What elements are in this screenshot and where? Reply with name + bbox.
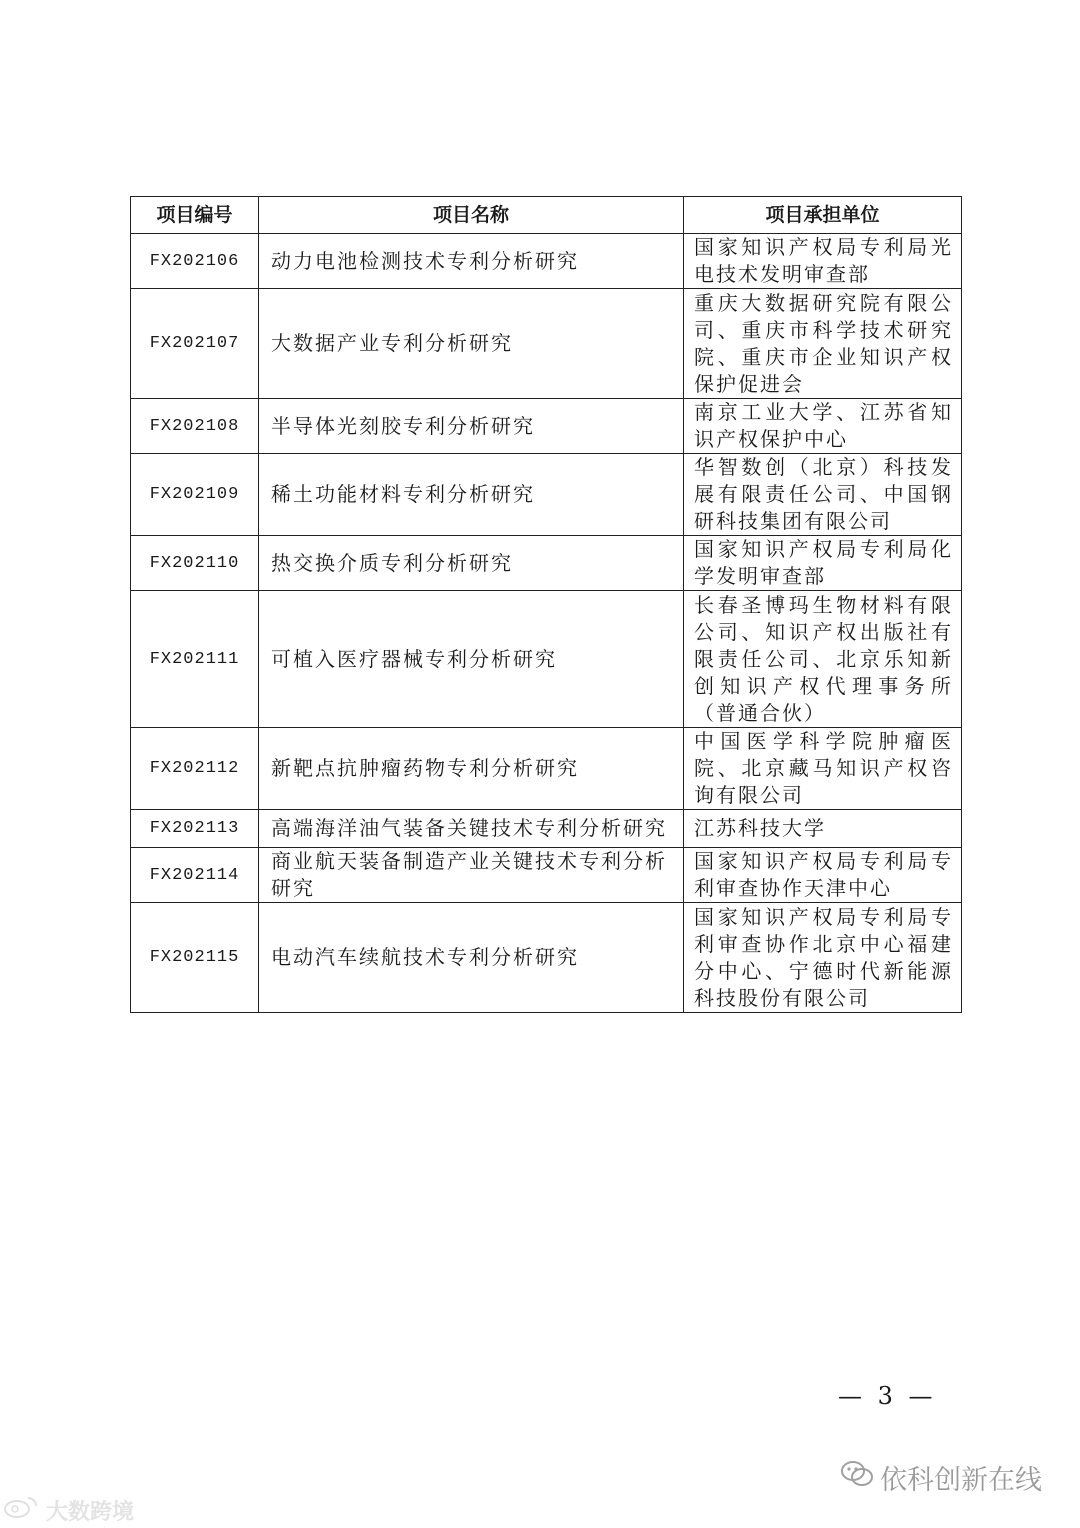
project-code: FX202108 [131, 399, 259, 454]
project-name: 动力电池检测技术专利分析研究 [259, 234, 684, 289]
table-row [131, 234, 962, 289]
project-unit: 国家知识产权局专利局专利审查协作天津中心 [684, 848, 962, 903]
project-name: 电动汽车续航技术专利分析研究 [259, 903, 684, 1013]
weibo-icon [2, 1494, 42, 1526]
watermark-weibo [2, 1494, 134, 1526]
header-name: 项目名称 [259, 197, 684, 234]
project-unit: 国家知识产权局专利局专利审查协作北京中心福建分中心、宁德时代新能源科技股份有限公司 [684, 903, 962, 1013]
project-name: 热交换介质专利分析研究 [259, 536, 684, 591]
table-row [131, 591, 962, 728]
project-unit: 重庆大数据研究院有限公司、重庆市科学技术研究院、重庆市企业知识产权保护促进会 [684, 289, 962, 399]
table-row [131, 810, 962, 848]
project-code: FX202111 [131, 591, 259, 728]
project-code: FX202106 [131, 234, 259, 289]
watermark-wechat [840, 1458, 1042, 1497]
project-code: FX202110 [131, 536, 259, 591]
watermark-left-text: 大数跨境 [46, 1499, 135, 1525]
project-code: FX202114 [131, 848, 259, 903]
project-table [130, 196, 962, 1013]
project-name: 可植入医疗器械专利分析研究 [259, 591, 684, 728]
table-row [131, 536, 962, 591]
project-unit: 江苏科技大学 [684, 810, 962, 848]
table-row [131, 289, 962, 399]
project-name: 商业航天装备制造产业关键技术专利分析研究 [259, 848, 684, 903]
project-code: FX202109 [131, 454, 259, 536]
project-name: 稀土功能材料专利分析研究 [259, 454, 684, 536]
project-name: 高端海洋油气装备关键技术专利分析研究 [259, 810, 684, 848]
table-row [131, 399, 962, 454]
table-row [131, 728, 962, 810]
project-code: FX202115 [131, 903, 259, 1013]
table-row [131, 848, 962, 903]
table-row [131, 903, 962, 1013]
project-code: FX202113 [131, 810, 259, 848]
project-code: FX202107 [131, 289, 259, 399]
header-unit: 项目承担单位 [684, 197, 962, 234]
table-header-row [131, 197, 962, 234]
project-unit: 华智数创（北京）科技发展有限责任公司、中国钢研科技集团有限公司 [684, 454, 962, 536]
project-code: FX202112 [131, 728, 259, 810]
header-code: 项目编号 [131, 197, 259, 234]
project-unit: 国家知识产权局专利局化学发明审查部 [684, 536, 962, 591]
project-name: 大数据产业专利分析研究 [259, 289, 684, 399]
watermark-right-text: 依科创新在线 [880, 1465, 1042, 1496]
page-number: — 3 — [838, 1382, 937, 1410]
table-row [131, 454, 962, 536]
project-name: 新靶点抗肿瘤药物专利分析研究 [259, 728, 684, 810]
project-unit: 中国医学科学院肿瘤医院、北京藏马知识产权咨询有限公司 [684, 728, 962, 810]
project-unit: 长春圣博玛生物材料有限公司、知识产权出版社有限责任公司、北京乐知新创知识产权代理事务所（普通合伙） [684, 591, 962, 728]
project-unit: 国家知识产权局专利局光电技术发明审查部 [684, 234, 962, 289]
project-name: 半导体光刻胶专利分析研究 [259, 399, 684, 454]
project-unit: 南京工业大学、江苏省知识产权保护中心 [684, 399, 962, 454]
wechat-icon [840, 1459, 874, 1496]
